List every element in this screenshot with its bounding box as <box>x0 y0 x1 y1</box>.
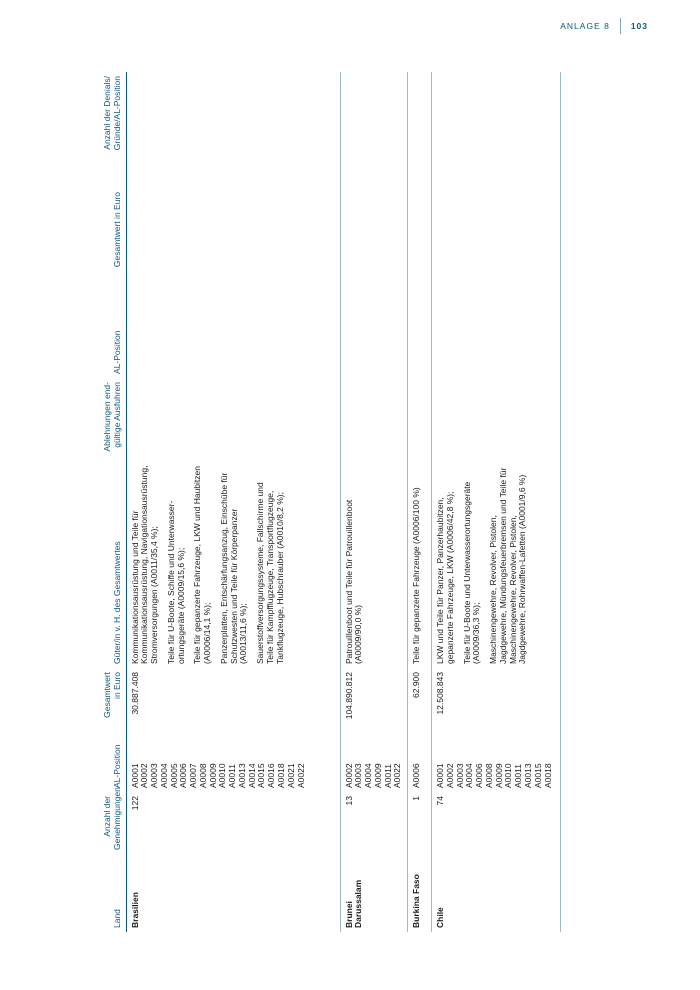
al-position: A0011 <box>513 764 524 788</box>
land-cell: Chile <box>432 854 561 932</box>
denials-cell <box>408 72 432 188</box>
export-table <box>103 72 561 932</box>
header-divider <box>620 18 621 34</box>
al-position-cell <box>340 730 408 792</box>
al-position: A0002 <box>343 763 354 788</box>
col-header-alpos2: AL-Position <box>103 294 126 378</box>
ablehnungen-cell <box>432 378 561 460</box>
section-label: ANLAGE 8 <box>560 21 610 31</box>
page-header <box>560 18 648 34</box>
table-row <box>340 72 408 932</box>
al-position: A0009 <box>372 763 383 788</box>
al-position: A0001 <box>129 763 140 788</box>
goods-item: LKW und Teile für Panzer, Panzerhaubitzen, gepanzerte Fahrzeuge, LKW (A0006/42,8 %); <box>435 491 455 664</box>
goods-item: Sauerstoffversorgungssysteme, Fallschirme und Teile für Kampfflugzeuge, Transportflugzeuge, Tankflugzeuge, Hubschrauber (A0010/8,2 %); <box>255 482 285 664</box>
goods-cell <box>126 460 340 668</box>
gesamtwert2-cell <box>432 188 561 294</box>
al-position: A0018 <box>276 763 287 788</box>
col-header-land: Land <box>103 854 126 932</box>
gesamtwert-cell: 104.890.812 <box>340 668 408 730</box>
table-row <box>432 72 561 932</box>
col-header-anzahl: Anzahl der Genehmigungen <box>103 792 126 854</box>
al-position: A0022 <box>295 763 306 788</box>
al-position: A0004 <box>158 763 169 788</box>
ablehnungen-cell <box>408 378 432 460</box>
al-position2-cell <box>432 294 561 378</box>
al-position-cell <box>408 730 432 792</box>
al-position: A0002 <box>444 763 455 788</box>
table-header-row <box>103 72 126 932</box>
goods-cell <box>408 460 432 668</box>
al-position: A0009 <box>207 763 218 788</box>
gesamtwert2-cell <box>126 188 340 294</box>
goods-cell <box>432 460 561 668</box>
land-cell: Brasilien <box>126 854 340 932</box>
goods-item: Kommunikationsausrüstung und Teile für Kommunikationsausrüstung, Navigationsausrüstung, Stromversorgungen (A0011/35,4 %); <box>129 465 160 664</box>
col-header-gesamtwert2: Gesamtwert in Euro <box>103 188 126 294</box>
gesamtwert2-cell <box>340 188 408 294</box>
denials-cell <box>432 72 561 188</box>
denials-cell <box>340 72 408 188</box>
al-position: A0006 <box>178 763 189 788</box>
al-position: A0011 <box>382 764 393 788</box>
gesamtwert-cell: 30.887.408 <box>126 668 340 730</box>
al-position: A0003 <box>353 763 364 788</box>
col-header-gesamtwert: Gesamtwert in Euro <box>103 668 126 730</box>
gesamtwert-cell: 12.508.843 <box>432 668 561 730</box>
goods-item: Teile für gepanzerte Fahrzeuge (A0006/100 %) <box>411 487 422 664</box>
al-position: A0010 <box>217 763 228 788</box>
goods-item: Maschinengewehre, Revolver, Pistolen, Jagdgewehre, Mündungsfeuerbremsen und Teile für Maschinengewehre, Revolver, Pistolen, Jagdgewehre, Rohrwaffen-Lafetten (A0001/9,6 %) <box>488 467 528 664</box>
al-position: A0011 <box>227 764 238 788</box>
gesamtwert-cell: 62.900 <box>408 668 432 730</box>
al-position: A0008 <box>483 763 494 788</box>
al-position-cell <box>432 730 561 792</box>
al-position: A0007 <box>188 763 199 788</box>
al-position: A0003 <box>454 763 465 788</box>
goods-item: Teile für gepanzerte Fahrzeuge, LKW und Haubitzen (A0006/14,1 %); <box>192 466 213 664</box>
goods-item: Teile für U-Boote und Unterwasserortungsgeräte (A0009/36,3 %); <box>461 481 482 664</box>
al-position: A0022 <box>392 763 403 788</box>
col-header-alpos: AL-Position <box>103 730 126 792</box>
al-position: A0001 <box>435 763 446 788</box>
land-cell: Brunei Darussalam <box>340 854 408 932</box>
al-position: A0016 <box>266 763 277 788</box>
ablehnungen-cell <box>126 378 340 460</box>
al-position: A0004 <box>464 763 475 788</box>
land-cell: Burkina Faso <box>408 854 432 932</box>
anzahl-cell: 74 <box>432 792 561 854</box>
col-header-gueter: Güter/in v. H. des Gesamtwertes <box>103 460 126 668</box>
goods-cell <box>340 460 408 668</box>
al-position: A0003 <box>149 763 160 788</box>
ablehnungen-cell <box>340 378 408 460</box>
table-row <box>126 72 340 932</box>
col-header-ablehnungen: Ablehnungen endgültige Ausfuhren <box>103 378 126 460</box>
al-position: A0002 <box>139 763 150 788</box>
al-position-cell <box>126 730 340 792</box>
al-position: A0010 <box>503 763 514 788</box>
rotated-table-container <box>103 72 568 932</box>
al-position: A0015 <box>256 763 267 788</box>
goods-item: Teile für U-Boote, Schiffe und Unterwasserortungsgeräte (A0009/15,6 %); <box>165 500 186 664</box>
al-position: A0015 <box>532 763 543 788</box>
al-position: A0005 <box>168 763 179 788</box>
al-position: A0006 <box>411 763 422 788</box>
al-position2-cell <box>126 294 340 378</box>
gesamtwert2-cell <box>408 188 432 294</box>
col-header-denials: Anzahl der Denials/ Gründe/AL-Position <box>103 72 126 188</box>
al-position: A0008 <box>197 763 208 788</box>
al-position: A0018 <box>542 763 553 788</box>
table-row <box>408 72 432 932</box>
al-position: A0013 <box>236 763 247 788</box>
al-position: A0009 <box>493 763 504 788</box>
al-position: A0014 <box>246 763 257 788</box>
al-position: A0021 <box>285 763 296 788</box>
denials-cell <box>126 72 340 188</box>
al-position2-cell <box>340 294 408 378</box>
al-position: A0006 <box>474 763 485 788</box>
page-number: 103 <box>630 21 648 31</box>
anzahl-cell: 1 <box>408 792 432 854</box>
anzahl-cell: 13 <box>340 792 408 854</box>
goods-item: Panzerplatten, Entschärfungsanzug, Einschübe für Schutzwesten und Teile für Körperpanzer (A0013/11,6 %); <box>218 472 249 664</box>
al-position2-cell <box>408 294 432 378</box>
goods-item: Patrouillenboot und Teile für Patrouillenboot (A0009/90,0 %) <box>343 499 364 664</box>
al-position: A0004 <box>363 763 374 788</box>
anzahl-cell: 122 <box>126 792 340 854</box>
al-position: A0013 <box>523 763 534 788</box>
